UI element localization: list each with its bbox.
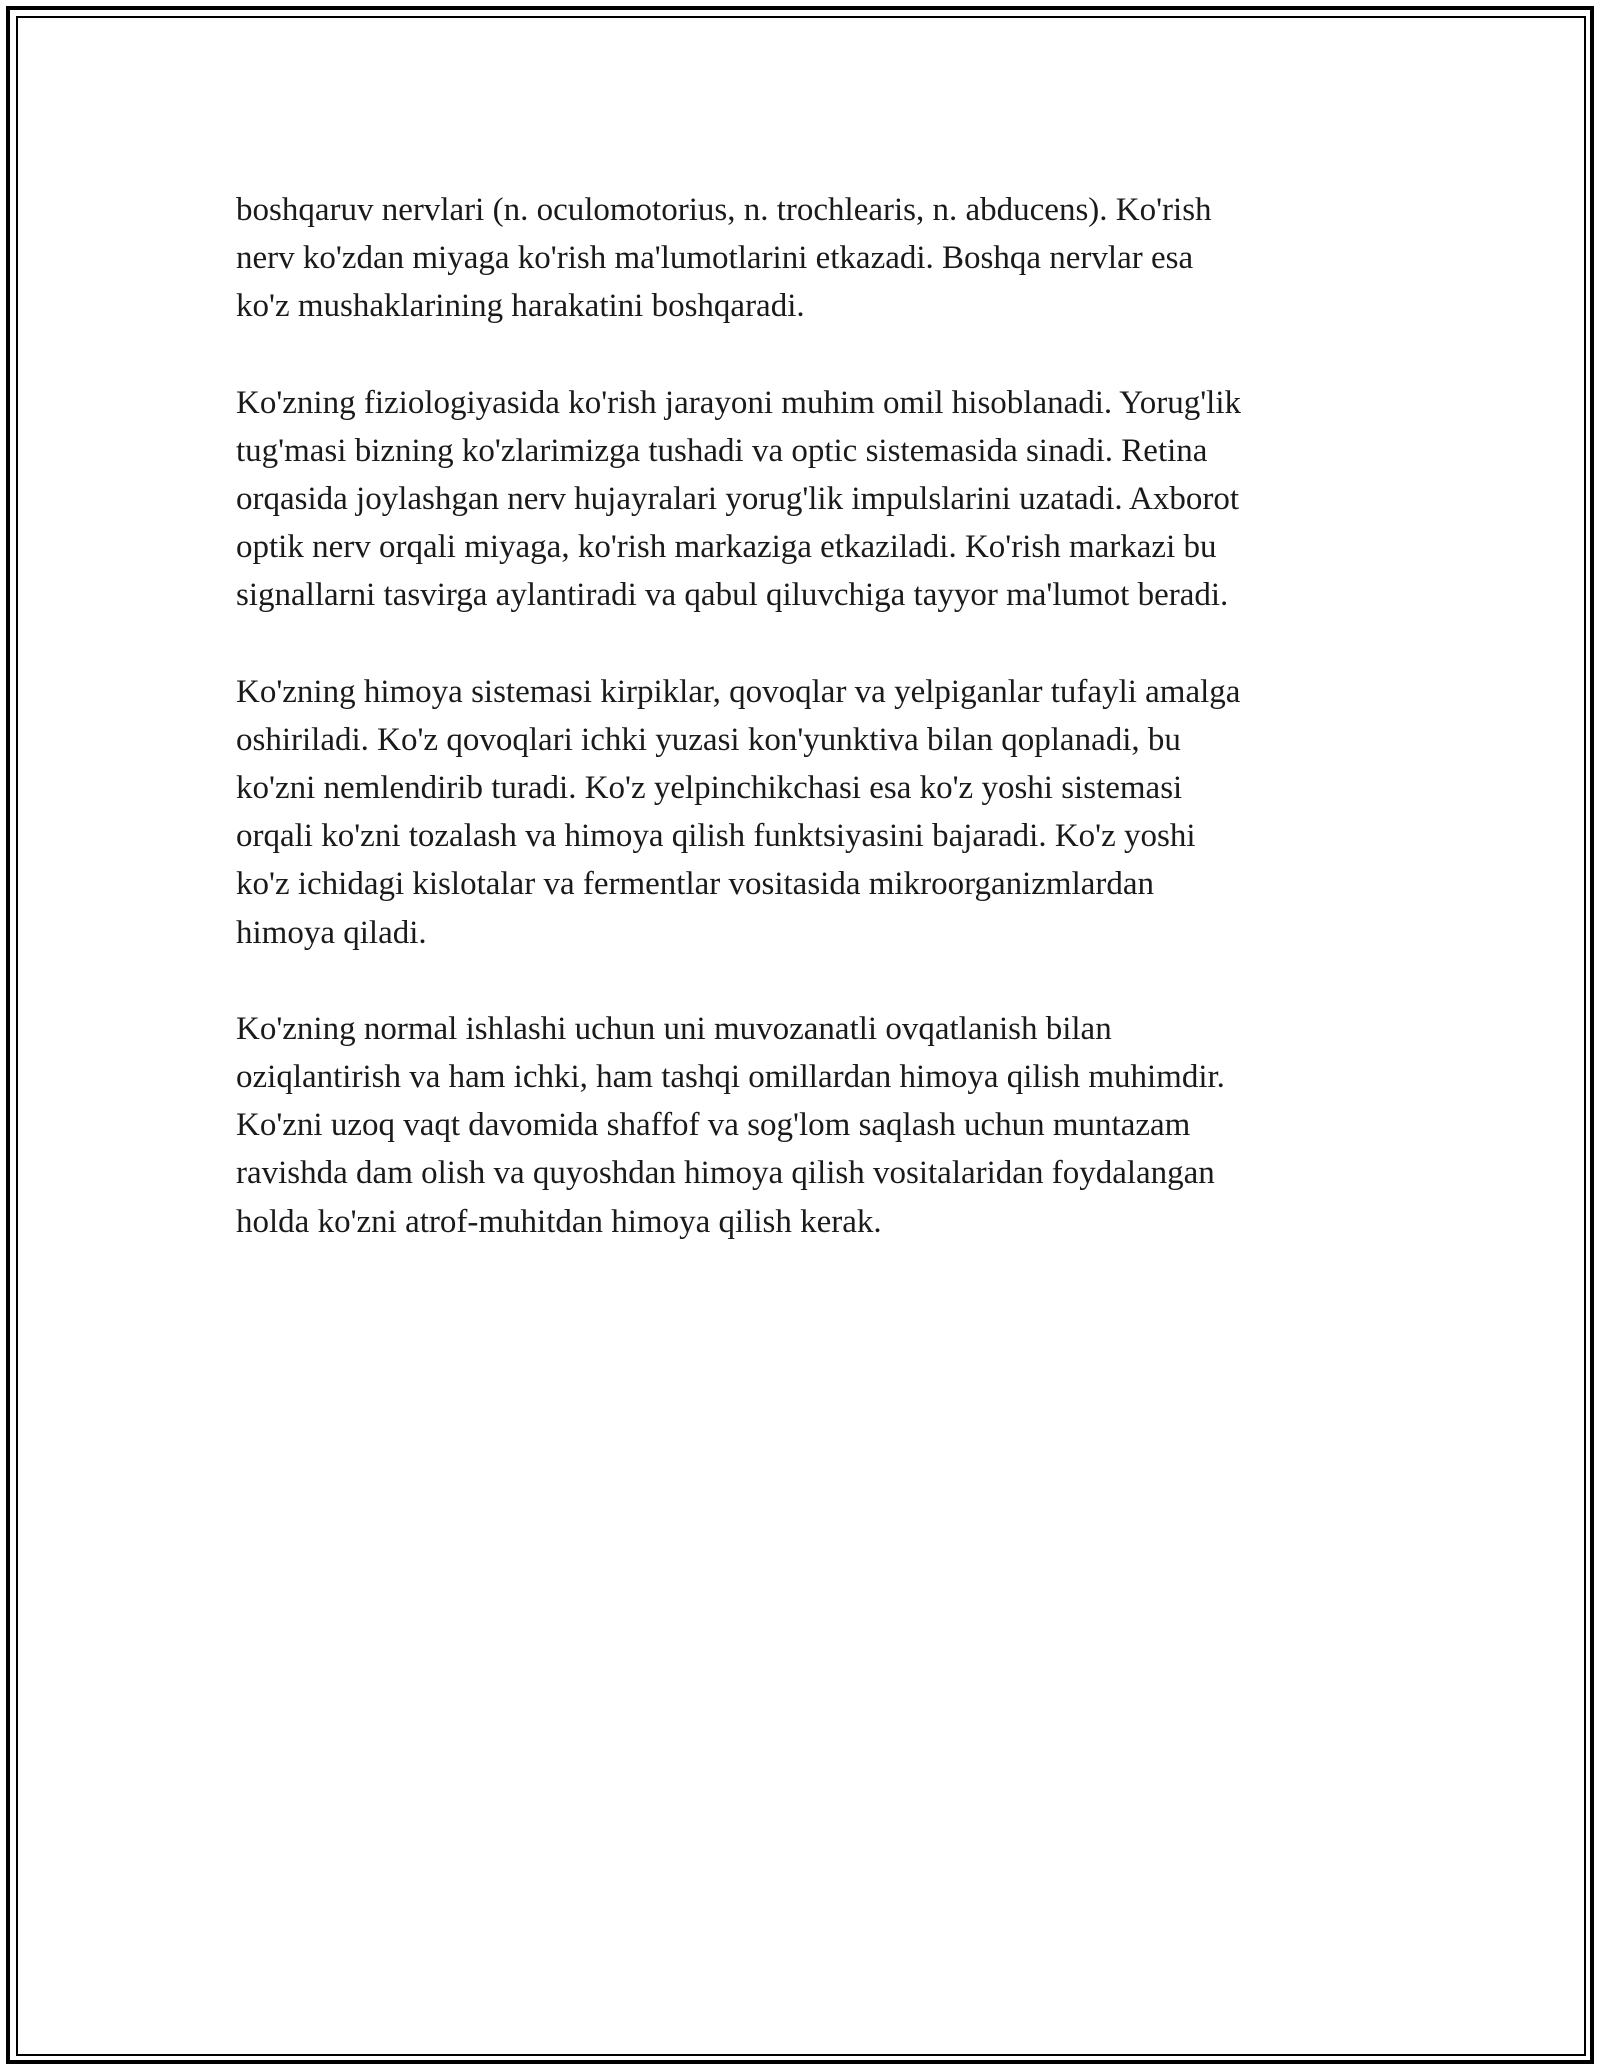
paragraph-line: Ko'zning fiziologiyasida ko'rish jarayoni muhim omil hisoblanadi. Yorug'lik — [236, 384, 1242, 421]
paragraph-line: signallarni tasvirga aylantiradi va qabul qiluvchiga tayyor ma'lumot beradi. — [236, 577, 1229, 614]
paragraph-line: tug'masi bizning ko'zlarimizga tushadi va optic sistemasida sinadi. Retina — [236, 432, 1208, 469]
paragraph-line: Ko'zning normal ishlashi uchun uni muvozanatli ovqatlanish bilan — [236, 1010, 1112, 1047]
paragraph-line: optik nerv orqali miyaga, ko'rish markaziga etkaziladi. Ko'rish markazi bu — [236, 529, 1217, 566]
paragraph-line: boshqaruv nervlari (n. oculomotorius, n. trochlearis, n. abducens). Ko'rish — [236, 192, 1212, 228]
paragraph-line: Ko'zning himoya sistemasi kirpiklar, qovoqlar va yelpiganlar tufayli amalga — [236, 673, 1241, 710]
paragraph-1 — [236, 186, 1376, 331]
paragraph-line: nerv ko'zdan miyaga ko'rish ma'lumotlarini etkazadi. Boshqa nervlar esa — [236, 240, 1194, 277]
paragraph-line: Ko'zni uzoq vaqt davomida shaffof va sog'lom saqlash uchun muntazam — [236, 1107, 1191, 1144]
paragraph-line: orqasida joylashgan nerv hujayralari yorug'lik impulslarini uzatadi. Axborot — [236, 481, 1240, 518]
paragraph-line: oshiriladi. Ko'z qovoqlari ichki yuzasi kon'yunktiva bilan qoplanadi, bu — [236, 721, 1181, 758]
paragraph-line: ko'z ichidagi kislotalar va fermentlar vositasida mikroorganizmlardan — [236, 866, 1155, 903]
paragraph-line: oziqlantirish va ham ichki, ham tashqi omillardan himoya qilish muhimdir. — [236, 1059, 1225, 1096]
paragraph-3 — [236, 668, 1376, 957]
paragraph-line: holda ko'zni atrof-muhitdan himoya qilish kerak. — [236, 1203, 882, 1240]
paragraph-4 — [236, 1005, 1376, 1246]
paragraph-2 — [236, 379, 1376, 620]
paragraph-line: ko'zni nemlendirib turadi. Ko'z yelpinchikchasi esa ko'z yoshi sistemasi — [236, 770, 1183, 807]
paragraph-line: himoya qiladi. — [236, 914, 427, 951]
paragraph-line: orqali ko'zni tozalash va himoya qilish funktsiyasini bajaradi. Ko'z yoshi — [236, 818, 1196, 855]
paragraph-line: ko'z mushaklarining harakatini boshqaradi. — [236, 288, 805, 325]
paragraph-line: ravishda dam olish va quyoshdan himoya qilish vositalaridan foydalangan — [236, 1155, 1215, 1192]
document-body — [236, 186, 1376, 1246]
